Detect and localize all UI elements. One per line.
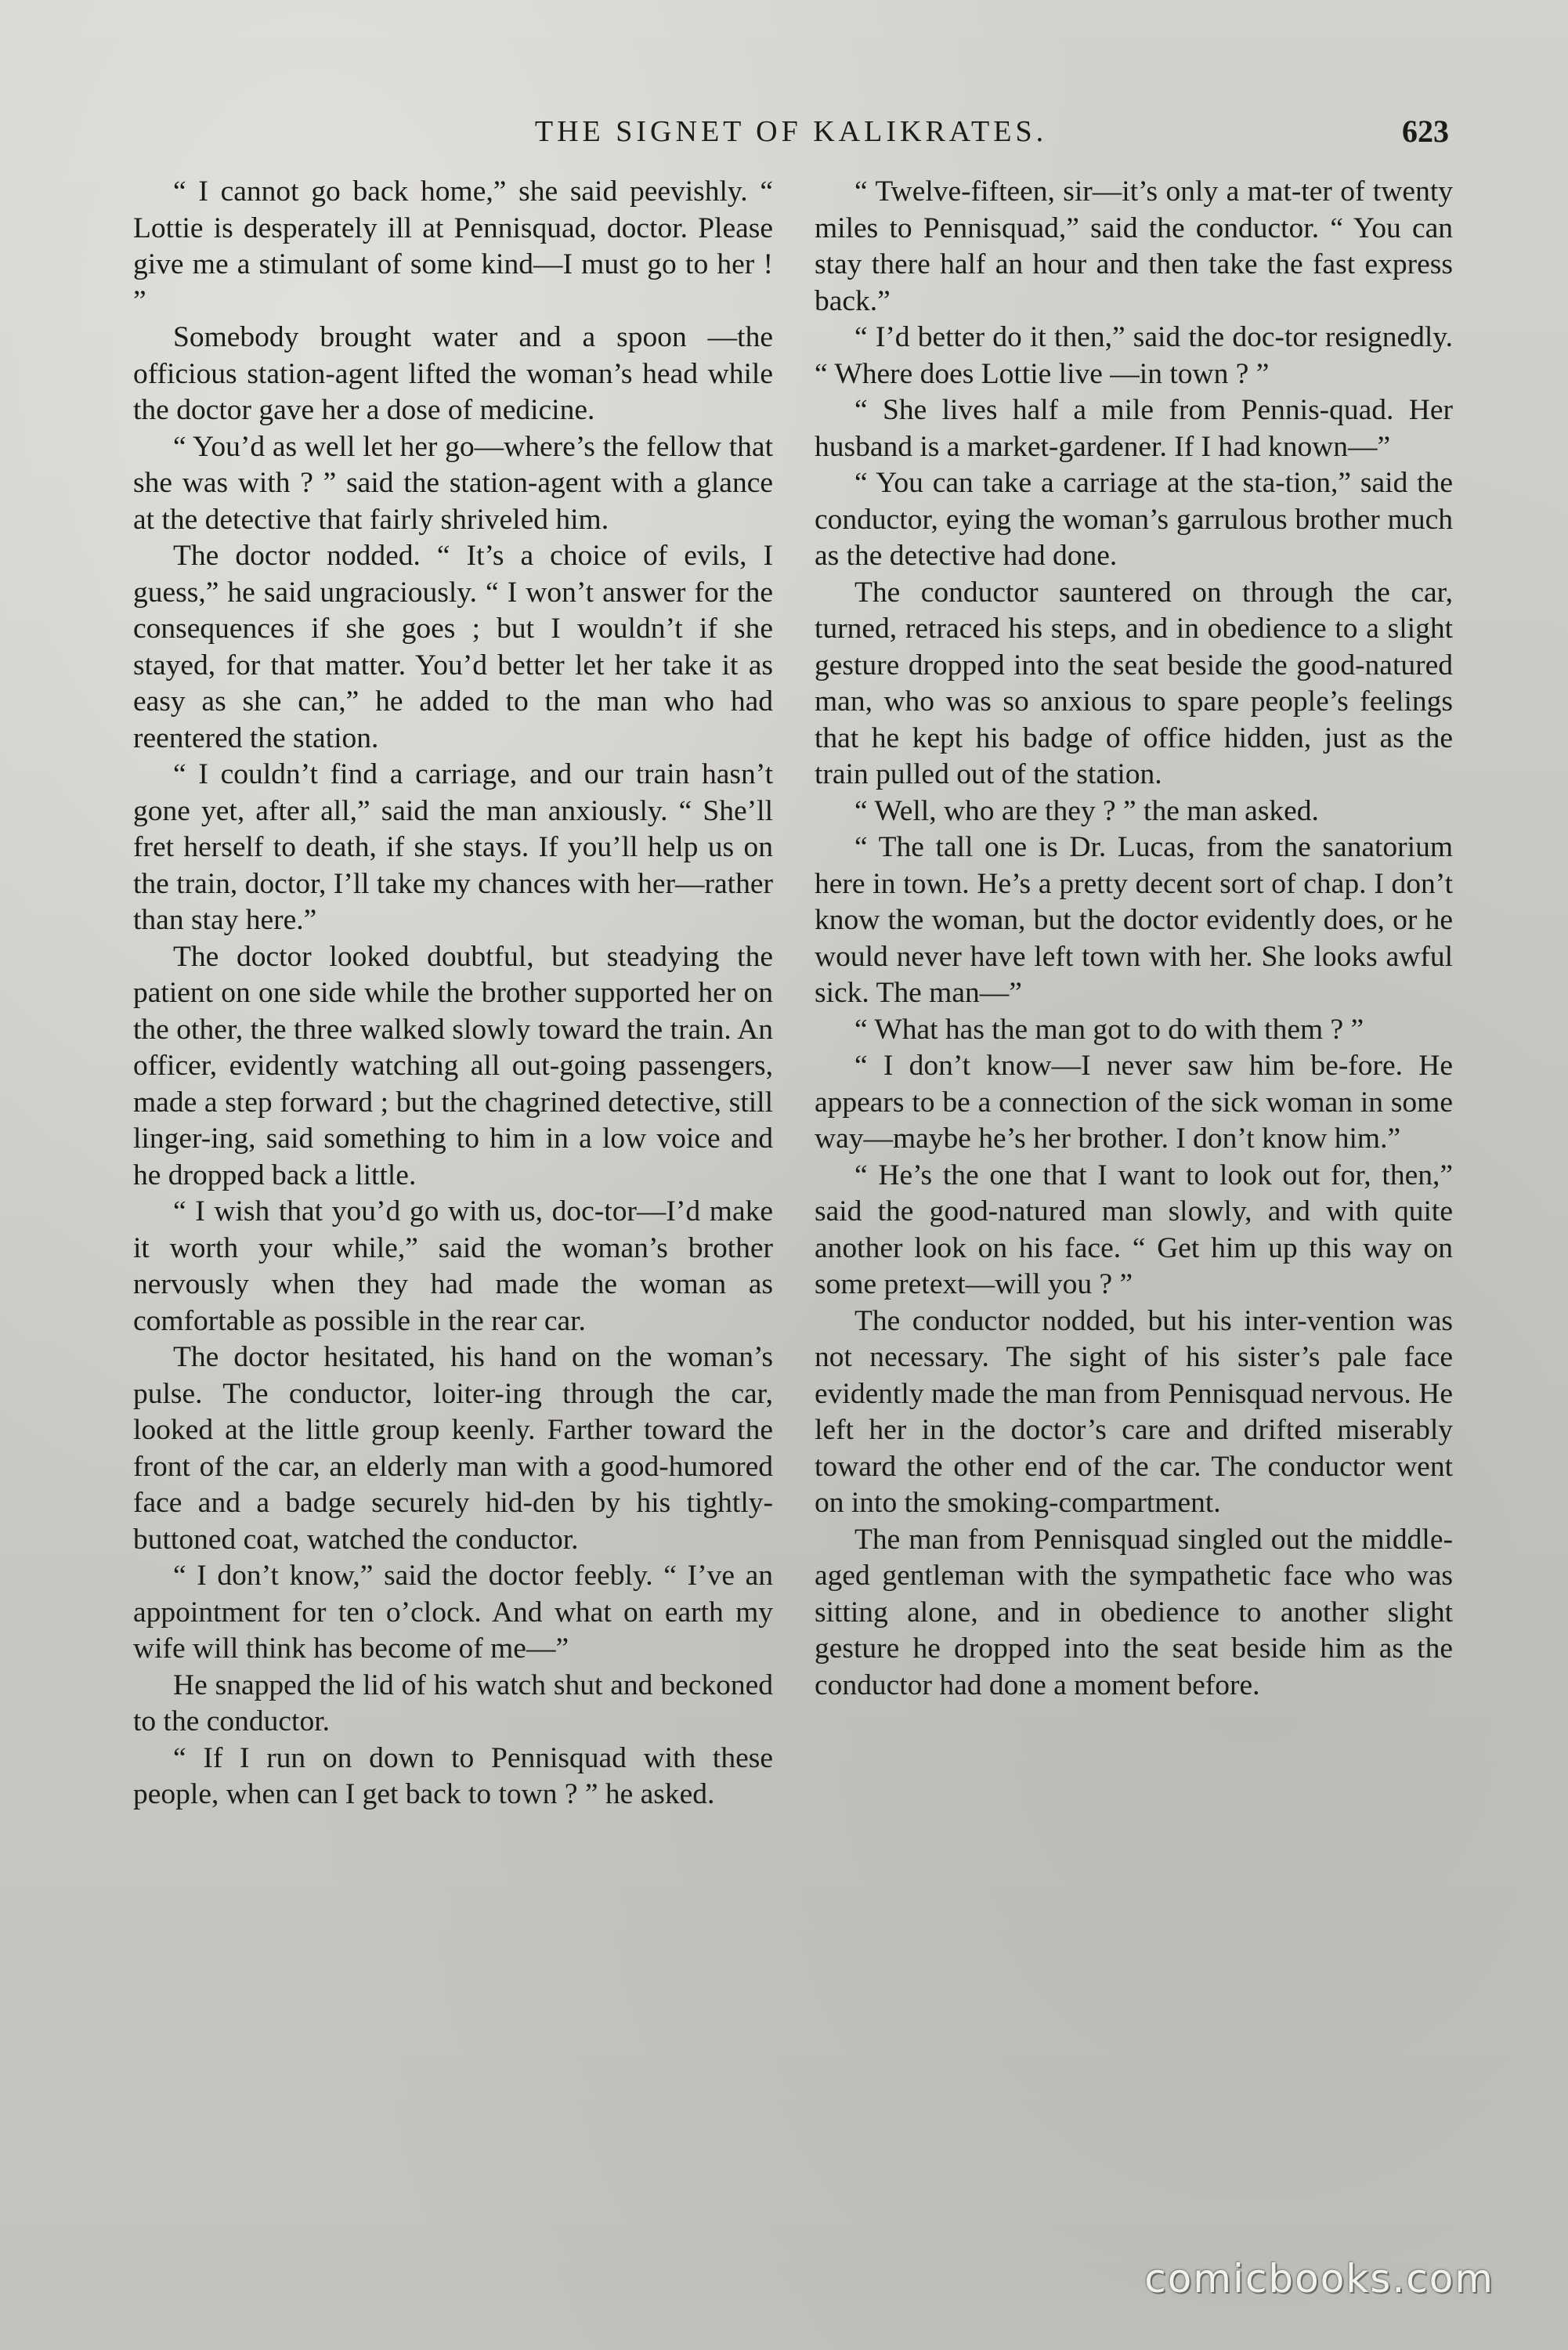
paragraph: “ Twelve-fifteen, sir—it’s only a mat-ter of twenty miles to Pennisquad,” said the conductor. “ You can stay there half an hour and then take the fast express back.” (815, 175, 1453, 317)
paragraph: “ He’s the one that I want to look out for, then,” said the good-natured man slowly, and with quite another look on his face. “ Get him up this way on some pretext—will you ? ” (815, 1159, 1453, 1300)
paragraph: “ I wish that you’d go with us, doc-tor—I’d make it worth your while,” said the woman’s brother nervously when they had made the woman as comfortable as possible in the rear car. (133, 1195, 773, 1337)
paragraph: He snapped the lid of his watch shut and beckoned to the conductor. (133, 1668, 773, 1737)
paragraph: “ The tall one is Dr. Lucas, from the sanatorium here in town. He’s a pretty decent sort of chap. I don’t know the woman, but the doctor evidently does, or he would never have left town with her. She looks awful sick. The man—” (815, 831, 1453, 1009)
paragraph: The doctor looked doubtful, but steadying the patient on one side while the brother supported her on the other, the three walked slowly toward the train. An officer, evidently watching all out-going passengers, made a step forward ; but the chagrined detective, still linger-ing, said something to him in a low voice and he dropped back a little. (133, 940, 773, 1191)
paragraph: The man from Pennisquad singled out the middle-aged gentleman with the sympathetic face who was sitting alone, and in obedience to another slight gesture he dropped into the seat beside him as the conductor had done a moment before. (815, 1523, 1453, 1701)
paragraph: “ You’d as well let her go—where’s the fellow that she was with ? ” said the station-agent with a glance at the detective that fairly shriveled him. (133, 430, 773, 536)
left-text-column (133, 174, 773, 1813)
paragraph: “ What has the man got to do with them ? ” (854, 1013, 1364, 1046)
paragraph: “ I don’t know—I never saw him be-fore. He appears to be a connection of the sick woman in some way—maybe he’s her brother. I don’t know him.” (815, 1050, 1453, 1155)
site-watermark: comicbooks.com (1144, 2256, 1494, 2301)
paragraph: The doctor nodded. “ It’s a choice of evils, I guess,” he said ungraciously. “ I won’t answer for the consequences if she goes ; but I wouldn’t if she stayed, for that matter. You’d better let her take it as easy as she can,” he added to the man who had reentered the station. (133, 540, 773, 754)
paragraph: The conductor nodded, but his inter-vention was not necessary. The sight of his sister’s pale face evidently made the man from Pennisquad nervous. He left her in the doctor’s care and drifted miserably toward the other end of the car. The conductor went on into the smoking-compartment. (815, 1304, 1453, 1519)
paragraph: “ I’d better do it then,” said the doc-tor resignedly. “ Where does Lottie live —in town ? ” (815, 321, 1453, 390)
page-number: 623 (1402, 114, 1449, 149)
paragraph: “ I couldn’t find a carriage, and our train hasn’t gone yet, after all,” said the man anxiously. “ She’ll fret herself to death, if she stays. If you’ll help us on the train, doctor, I’ll take my chances with her—rather than stay here.” (133, 758, 773, 936)
paragraph: “ If I run on down to Pennisquad with these people, when can I get back to town ? ” he asked. (133, 1741, 773, 1810)
paragraph: “ I don’t know,” said the doctor feebly. “ I’ve an appointment for ten o’clock. And what on earth my wife will think has become of me—” (133, 1560, 773, 1665)
paragraph: “ I cannot go back home,” she said peevishly. “ Lottie is desperately ill at Pennisquad, doctor. Please give me a stimulant of some kind—I must go to her ! ” (133, 175, 773, 317)
paragraph: “ You can take a carriage at the sta-tion,” said the conductor, eying the woman’s garrulous brother much as the detective had done. (815, 467, 1453, 572)
right-text-column (815, 174, 1453, 1704)
paragraph: “ Well, who are they ? ” the man asked. (854, 794, 1319, 827)
paragraph: “ She lives half a mile from Pennis-quad. Her husband is a market-gardener. If I had known—” (815, 394, 1453, 463)
running-head (133, 108, 1449, 155)
paragraph: Somebody brought water and a spoon —the officious station-agent lifted the woman’s head while the doctor gave her a dose of medicine. (133, 321, 773, 426)
page-title: THE SIGNET OF KALIKRATES. (534, 115, 1048, 148)
paragraph: The doctor hesitated, his hand on the woman’s pulse. The conductor, loiter-ing through the car, looked at the little group keenly. Farther toward the front of the car, an elderly man with a good-humored face and a badge securely hid-den by his tightly-buttoned coat, watched the conductor. (133, 1341, 773, 1556)
paragraph: The conductor sauntered on through the car, turned, retraced his steps, and in obedience to a slight gesture dropped into the seat beside the good-natured man, who was so anxious to spare people’s feelings that he kept his badge of office hidden, just as the train pulled out of the station. (815, 576, 1453, 790)
